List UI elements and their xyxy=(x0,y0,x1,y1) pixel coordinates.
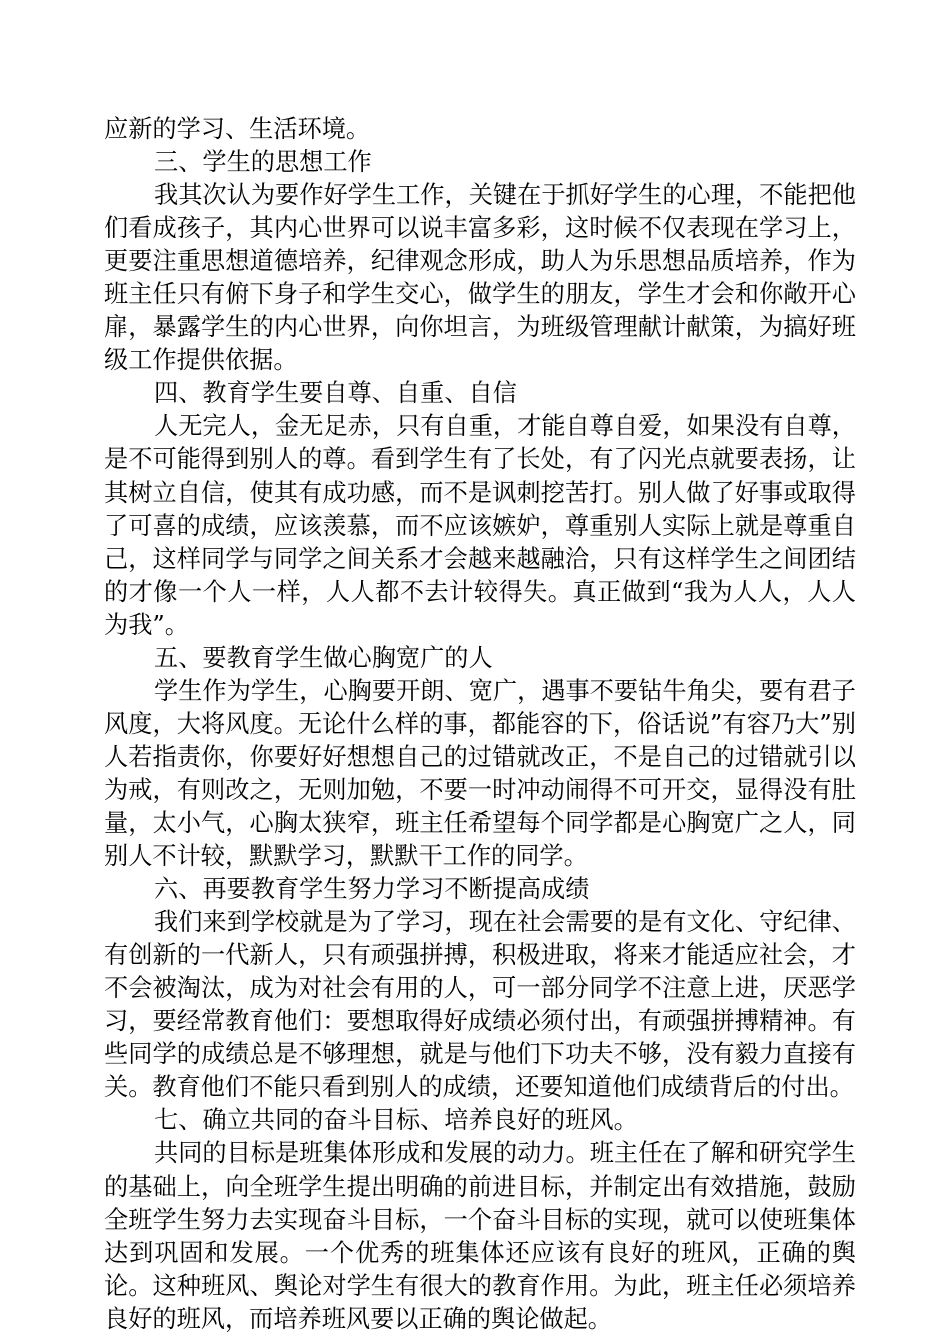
section-heading-3: 三、学生的思想工作 xyxy=(154,148,372,177)
intro-paragraph-tail: 应新的学习、生活环境。 xyxy=(104,115,371,143)
section-body-4: 人无完人，金无足赤，只有自重，才能自尊自爱，如果没有自尊，是不可能得到别人的尊。看到学生有了长处，有了闪光点就要表扬，让其树立自信，使其有成功感，而不是讽刺挖苦打。别人做了好事或取得了可喜的成绩，应该羡慕，而不应该嫉妒，尊重别人实际上就是尊重自己，这样同学与同学之间关系才会越来越融洽，只有这样学生之间团结的才像一个人一样，人人都不去计较得失。真正做到“我为人人，人人为我”。 xyxy=(104,412,856,639)
document-page xyxy=(104,113,856,1336)
section-heading-7: 七、确立共同的奋斗目标、培养良好的班风。 xyxy=(154,1106,638,1135)
section-body-3: 我其次认为要作好学生工作，关键在于抓好学生的心理，不能把他们看成孩子，其内心世界可以说丰富多彩，这时候不仅表现在学习上，更要注重思想道德培养，纪律观念形成，助人为乐思想品质培养，作为班主任只有俯下身子和学生交心，做学生的朋友，学生才会和你敞开心扉，暴露学生的内心世界，向你坦言，为班级管理献计献策，为搞好班级工作提供依据。 xyxy=(104,181,856,375)
section-heading-6: 六、再要教育学生努力学习不断提高成绩 xyxy=(154,875,590,904)
section-body-7: 共同的目标是班集体形成和发展的动力。班主任在了解和研究学生的基础上，向全班学生提出明确的前进目标，并制定出有效措施，鼓励全班学生努力去实现奋斗目标，一个奋斗目标的实现，就可以使班集体达到巩固和发展。一个优秀的班集体还应该有良好的班风，正确的舆论。这种班风、舆论对学生有很大的教育作用。为此，班主任必须培养良好的班风，而培养班风要以正确的舆论做起。 xyxy=(104,1139,856,1333)
section-heading-5: 五、要教育学生做心胸宽广的人 xyxy=(154,643,493,672)
section-body-6: 我们来到学校就是为了学习，现在社会需要的是有文化、守纪律、有创新的一代新人，只有顽强拼搏，积极进取，将来才能适应社会，才不会被淘汰，成为对社会有用的人，可一部分同学不注意上进，厌恶学习，要经常教育他们：要想取得好成绩必须付出，有顽强拼搏精神。有些同学的成绩总是不够理想，就是与他们下功夫不够，没有毅力直接有关。教育他们不能只看到别人的成绩，还要知道他们成绩背后的付出。 xyxy=(104,908,856,1102)
section-body-5: 学生作为学生，心胸要开朗、宽广，遇事不要钻牛角尖，要有君子风度，大将风度。无论什么样的事，都能容的下，俗话说”有容乃大”别人若指责你，你要好好想想自己的过错就改正，不是自己的过错就引以为戒，有则改之，无则加勉，不要一时冲动闹得不可开交，显得没有肚量，太小气，心胸太狭窄，班主任希望每个同学都是心胸宽广之人，同别人不计较，默默学习，默默干工作的同学。 xyxy=(104,676,856,871)
section-heading-4: 四、教育学生要自尊、自重、自信 xyxy=(154,379,517,408)
